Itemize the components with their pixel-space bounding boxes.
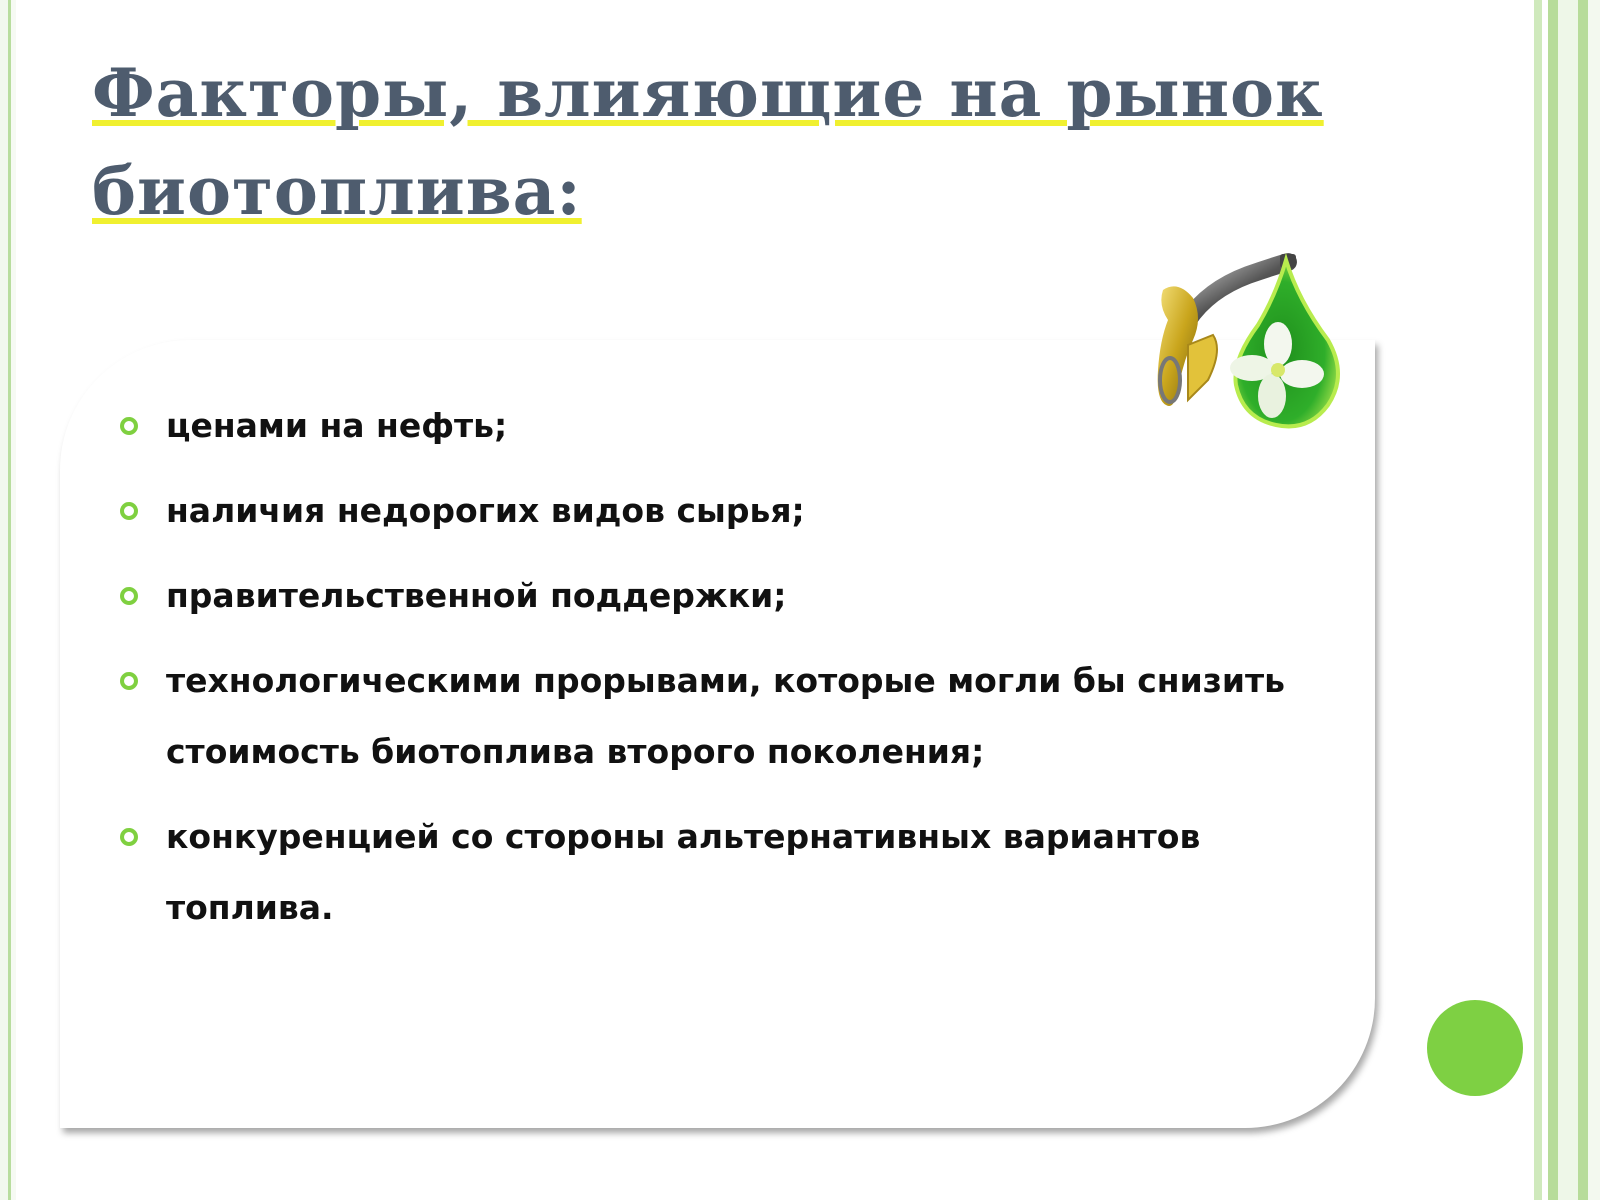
list-item	[118, 801, 1318, 943]
bullet-circle-icon	[120, 672, 138, 690]
bullet-text: конкуренцией со стороны альтернативных вариантов топлива.	[166, 817, 1201, 927]
bullet-text: правительственной поддержки;	[166, 576, 787, 615]
right-decor-stripes	[1532, 0, 1600, 1200]
bullet-list	[118, 390, 1318, 957]
left-decor-strip	[0, 0, 16, 1200]
list-item	[118, 645, 1318, 787]
list-item	[118, 475, 1318, 546]
bullet-circle-icon	[120, 828, 138, 846]
slide-title-text: Факторы, влияющие на рынок биотоплива:	[92, 54, 1324, 230]
bullet-circle-icon	[120, 587, 138, 605]
bullet-text: технологическими прорывами, которые могли бы снизить стоимость биотоплива второго поколения;	[166, 661, 1286, 771]
bullet-circle-icon	[120, 417, 138, 435]
slide-title	[92, 44, 1472, 240]
decor-green-circle	[1427, 1000, 1523, 1096]
bullet-text: ценами на нефть;	[166, 406, 508, 445]
list-item	[118, 560, 1318, 631]
fuel-nozzle-with-flower-drop-icon	[1148, 250, 1368, 440]
bullet-circle-icon	[120, 502, 138, 520]
bullet-text: наличия недорогих видов сырья;	[166, 491, 805, 530]
list-item	[118, 390, 1318, 461]
